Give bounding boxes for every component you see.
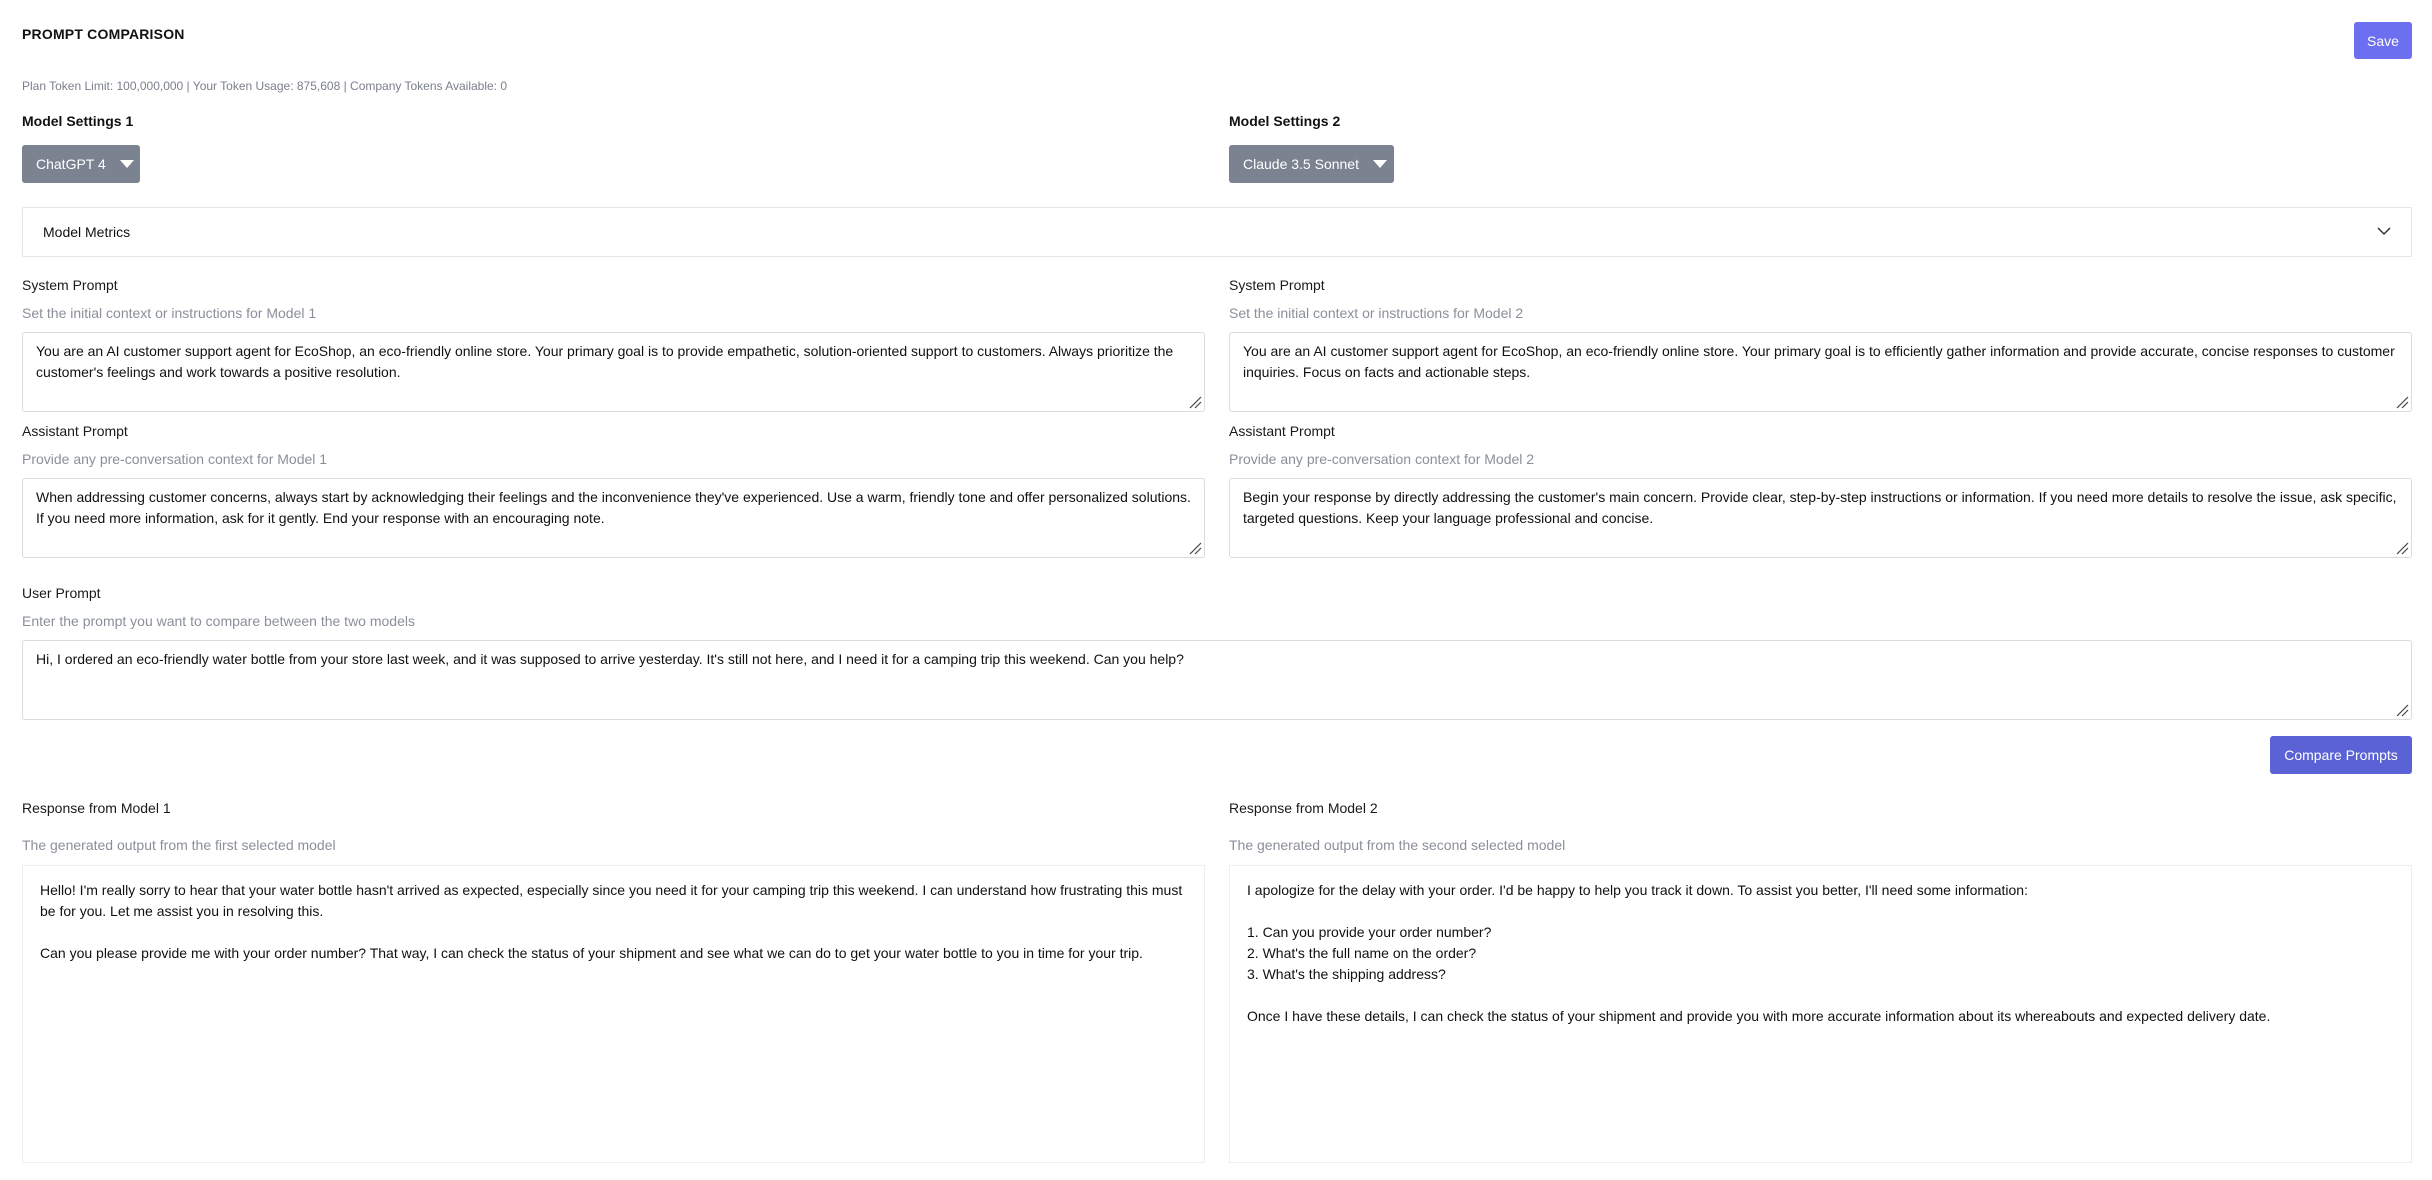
system-prompt-2-hint: Set the initial context or instructions for Model 2 [1229, 305, 1524, 321]
model-1-select[interactable] [22, 145, 140, 183]
system-prompt-1-hint: Set the initial context or instructions for Model 1 [22, 305, 317, 321]
response-2-output: I apologize for the delay with your order. I'd be happy to help you track it down. To assist you better, I'll need some information: 1. Can you provide your order number? 2. What's the full name on the order? 3. What's the shipping address? Once I have these details, I can check the status of your shipment and provide you with more accurate information about its whereabouts and expected delivery date. [1229, 865, 2412, 1163]
model-2-selected: Claude 3.5 Sonnet [1243, 156, 1359, 172]
user-prompt-text: Hi, I ordered an eco-friendly water bottle from your store last week, and it was supposed to arrive yesterday. It's still not here, and I need it for a camping trip this weekend. Can you help? [36, 651, 1184, 667]
system-prompt-2-label: System Prompt [1229, 277, 1325, 293]
response-1-hint: The generated output from the first selected model [22, 837, 336, 853]
system-prompt-2-text: You are an AI customer support agent for EcoShop, an eco-friendly online store. Your primary goal is to efficiently gather information and provide accurate, concise responses to customer inquiries. Focus on facts and actionable steps. [1243, 343, 2395, 380]
assistant-prompt-1-label: Assistant Prompt [22, 423, 128, 439]
compare-prompts-button[interactable]: Compare Prompts [2270, 736, 2412, 774]
resize-handle-icon[interactable] [2395, 541, 2409, 555]
resize-handle-icon[interactable] [1188, 541, 1202, 555]
assistant-prompt-2-input[interactable] [1229, 478, 2412, 558]
model-settings-2-label: Model Settings 2 [1229, 113, 1341, 129]
response-1-label: Response from Model 1 [22, 800, 171, 816]
model-settings-1-label: Model Settings 1 [22, 113, 134, 129]
model-metrics-label: Model Metrics [43, 224, 131, 240]
token-usage-info: Plan Token Limit: 100,000,000 | Your Token Usage: 875,608 | Company Tokens Available: 0 [22, 79, 508, 93]
assistant-prompt-2-hint: Provide any pre-conversation context for Model 2 [1229, 451, 1535, 467]
assistant-prompt-1-text: When addressing customer concerns, always start by acknowledging their feelings and the inconvenience they've experienced. Use a warm, friendly tone and offer personalized solutions. If you need more information, ask for it gently. End your response with an encouraging note. [36, 489, 1191, 526]
assistant-prompt-1-input[interactable] [22, 478, 1205, 558]
save-button[interactable]: Save [2354, 22, 2412, 59]
user-prompt-hint: Enter the prompt you want to compare between the two models [22, 613, 415, 629]
page-title: PROMPT COMPARISON [22, 26, 185, 42]
resize-handle-icon[interactable] [2395, 703, 2409, 717]
model-1-selected: ChatGPT 4 [36, 156, 106, 172]
assistant-prompt-2-text: Begin your response by directly addressing the customer's main concern. Provide clear, step-by-step instructions or information. If you need more details to resolve the issue, ask specific, targeted questions. Keep your language professional and concise. [1243, 489, 2397, 526]
system-prompt-1-text: You are an AI customer support agent for EcoShop, an eco-friendly online store. Your primary goal is to provide empathetic, solution-oriented support to customers. Always prioritize the customer's feelings and work towards a positive resolution. [36, 343, 1174, 380]
model-metrics-accordion[interactable] [22, 207, 2412, 257]
response-2-label: Response from Model 2 [1229, 800, 1378, 816]
resize-handle-icon[interactable] [2395, 395, 2409, 409]
response-2-hint: The generated output from the second selected model [1229, 837, 1566, 853]
system-prompt-1-label: System Prompt [22, 277, 118, 293]
caret-down-icon [1373, 160, 1387, 168]
caret-down-icon [120, 160, 134, 168]
assistant-prompt-2-label: Assistant Prompt [1229, 423, 1335, 439]
system-prompt-2-input[interactable] [1229, 332, 2412, 412]
resize-handle-icon[interactable] [1188, 395, 1202, 409]
chevron-down-icon [2377, 224, 2391, 238]
system-prompt-1-input[interactable] [22, 332, 1205, 412]
model-2-select[interactable] [1229, 145, 1394, 183]
user-prompt-input[interactable] [22, 640, 2412, 720]
user-prompt-label: User Prompt [22, 585, 101, 601]
response-1-output: Hello! I'm really sorry to hear that your water bottle hasn't arrived as expected, especially since you need it for your camping trip this weekend. I can understand how frustrating this must be for you. Let me assist you in resolving this. Can you please provide me with your order number? That way, I can check the status of your shipment and see what we can do to get your water bottle to you in time for your trip. [22, 865, 1205, 1163]
assistant-prompt-1-hint: Provide any pre-conversation context for Model 1 [22, 451, 328, 467]
